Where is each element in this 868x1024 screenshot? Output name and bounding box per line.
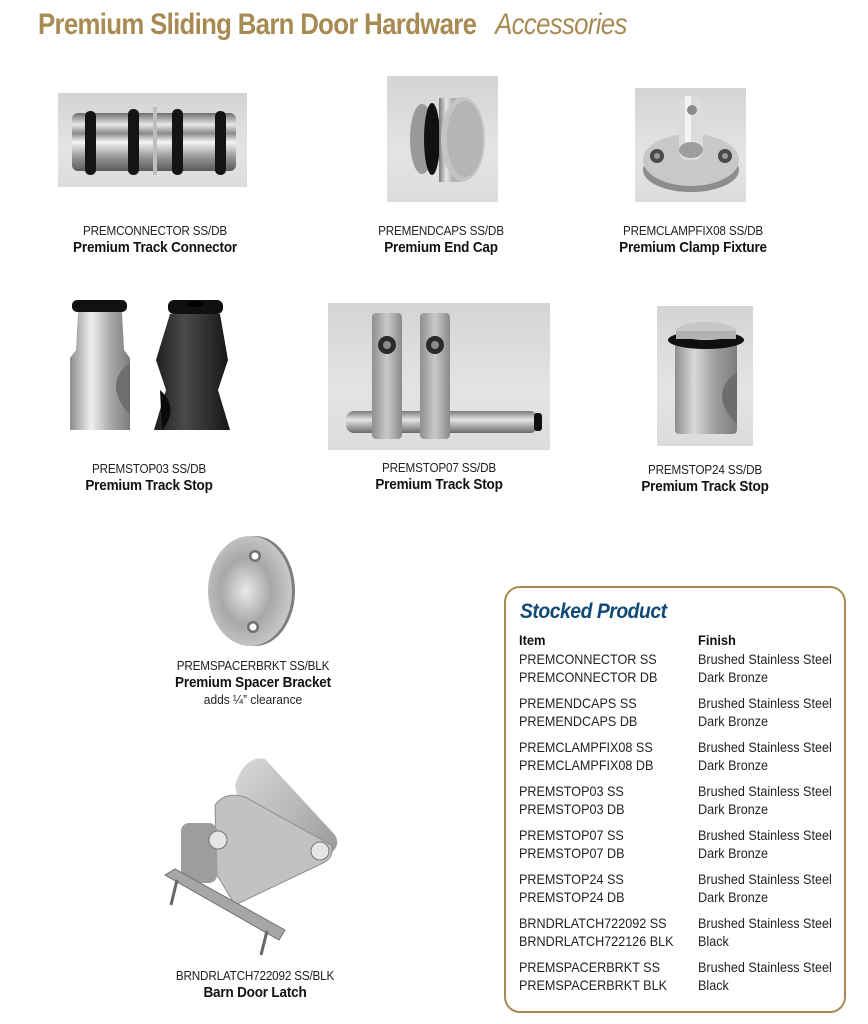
product-caption [167, 968, 343, 1001]
item-finish: Dark Bronze [698, 845, 769, 861]
product-name: Premium Track Stop [641, 478, 769, 495]
spacer-bracket-photo [195, 528, 305, 653]
item-finish: Dark Bronze [698, 801, 769, 817]
product-name: Premium Clamp Fixture [619, 239, 767, 256]
product-caption [78, 461, 219, 494]
item-finish: Dark Bronze [698, 713, 769, 729]
track-stop-24-photo [657, 306, 753, 446]
item-finish: Brushed Stainless Steel [698, 915, 832, 931]
end-cap-photo [387, 76, 498, 202]
item-code: PREMENDCAPS DB [519, 713, 638, 729]
track-stop-03-icon [58, 290, 248, 440]
product-caption [371, 223, 511, 256]
end-cap-icon [387, 76, 498, 202]
product-code: PREMCLAMPFIX08 SS/DB [622, 223, 764, 238]
product-code: PREMSPACERBRKT SS/BLK [176, 658, 330, 673]
product-name: Premium Track Connector [73, 239, 237, 256]
product-name: Premium Track Stop [375, 476, 503, 493]
product-code: PREMSTOP03 SS/DB [92, 461, 206, 476]
item-code: PREMCONNECTOR DB [519, 669, 658, 685]
item-finish: Dark Bronze [698, 757, 769, 773]
item-finish: Dark Bronze [698, 669, 769, 685]
item-code: PREMSTOP07 SS [519, 827, 624, 843]
item-code: PREMSTOP24 DB [519, 889, 625, 905]
item-code: PREMSTOP24 SS [519, 871, 624, 887]
item-finish: Brushed Stainless Steel [698, 827, 832, 843]
item-code: BRNDRLATCH722092 SS [519, 915, 667, 931]
page-title-main: Premium Sliding Barn Door Hardware [38, 8, 477, 41]
product-code: PREMSTOP24 SS/DB [648, 462, 762, 477]
product-name: Premium Track Stop [85, 477, 213, 494]
item-finish: Brushed Stainless Steel [698, 739, 832, 755]
clamp-fixture-photo [635, 88, 746, 202]
item-finish: Brushed Stainless Steel [698, 871, 832, 887]
item-code: PREMSPACERBRKT BLK [519, 977, 667, 993]
stocked-product-title: Stocked Product [520, 600, 667, 623]
clamp-fixture-icon [635, 88, 746, 202]
barn-door-latch-icon [155, 745, 355, 960]
product-code: PREMCONNECTOR SS/DB [83, 223, 227, 238]
product-name: Barn Door Latch [203, 984, 307, 1001]
column-header-finish: Finish [698, 632, 736, 648]
item-code: PREMSTOP03 DB [519, 801, 625, 817]
product-name: Premium Spacer Bracket [175, 674, 331, 691]
item-finish: Brushed Stainless Steel [698, 783, 832, 799]
item-code: PREMSTOP07 DB [519, 845, 625, 861]
product-note: adds ¼” clearance [203, 692, 303, 707]
spacer-bracket-icon [195, 528, 305, 653]
product-name: Premium End Cap [384, 239, 498, 256]
item-code: PREMSTOP03 SS [519, 783, 624, 799]
item-finish: Dark Bronze [698, 889, 769, 905]
item-code: PREMCONNECTOR SS [519, 651, 657, 667]
barn-door-latch-photo [155, 745, 355, 960]
track-connector-photo [58, 93, 247, 187]
item-code: PREMCLAMPFIX08 DB [519, 757, 654, 773]
track-stop-07-photo [328, 303, 550, 450]
product-code: BRNDRLATCH722092 SS/BLK [175, 968, 335, 983]
page-subtitle: Accessories [495, 8, 627, 41]
item-finish: Brushed Stainless Steel [698, 959, 832, 975]
product-caption [634, 462, 775, 495]
product-caption [64, 223, 246, 256]
product-code: PREMENDCAPS SS/DB [378, 223, 504, 238]
product-caption [611, 223, 775, 256]
item-finish: Brushed Stainless Steel [698, 695, 832, 711]
item-code: PREMCLAMPFIX08 SS [519, 739, 653, 755]
track-stop-03-photo [58, 290, 248, 440]
page-title [38, 8, 627, 42]
track-stop-07-icon [328, 303, 550, 450]
item-finish: Black [698, 933, 729, 949]
item-code: BRNDRLATCH722126 BLK [519, 933, 674, 949]
item-code: PREMENDCAPS SS [519, 695, 637, 711]
product-code: PREMSTOP07 SS/DB [382, 460, 496, 475]
stocked-product-box [504, 586, 846, 1013]
track-connector-icon [58, 93, 247, 187]
track-stop-24-icon [657, 306, 753, 446]
item-finish: Brushed Stainless Steel [698, 651, 832, 667]
column-header-item: Item [519, 632, 546, 648]
product-caption [368, 460, 509, 493]
item-finish: Black [698, 977, 729, 993]
item-code: PREMSPACERBRKT SS [519, 959, 660, 975]
product-caption [166, 658, 339, 707]
